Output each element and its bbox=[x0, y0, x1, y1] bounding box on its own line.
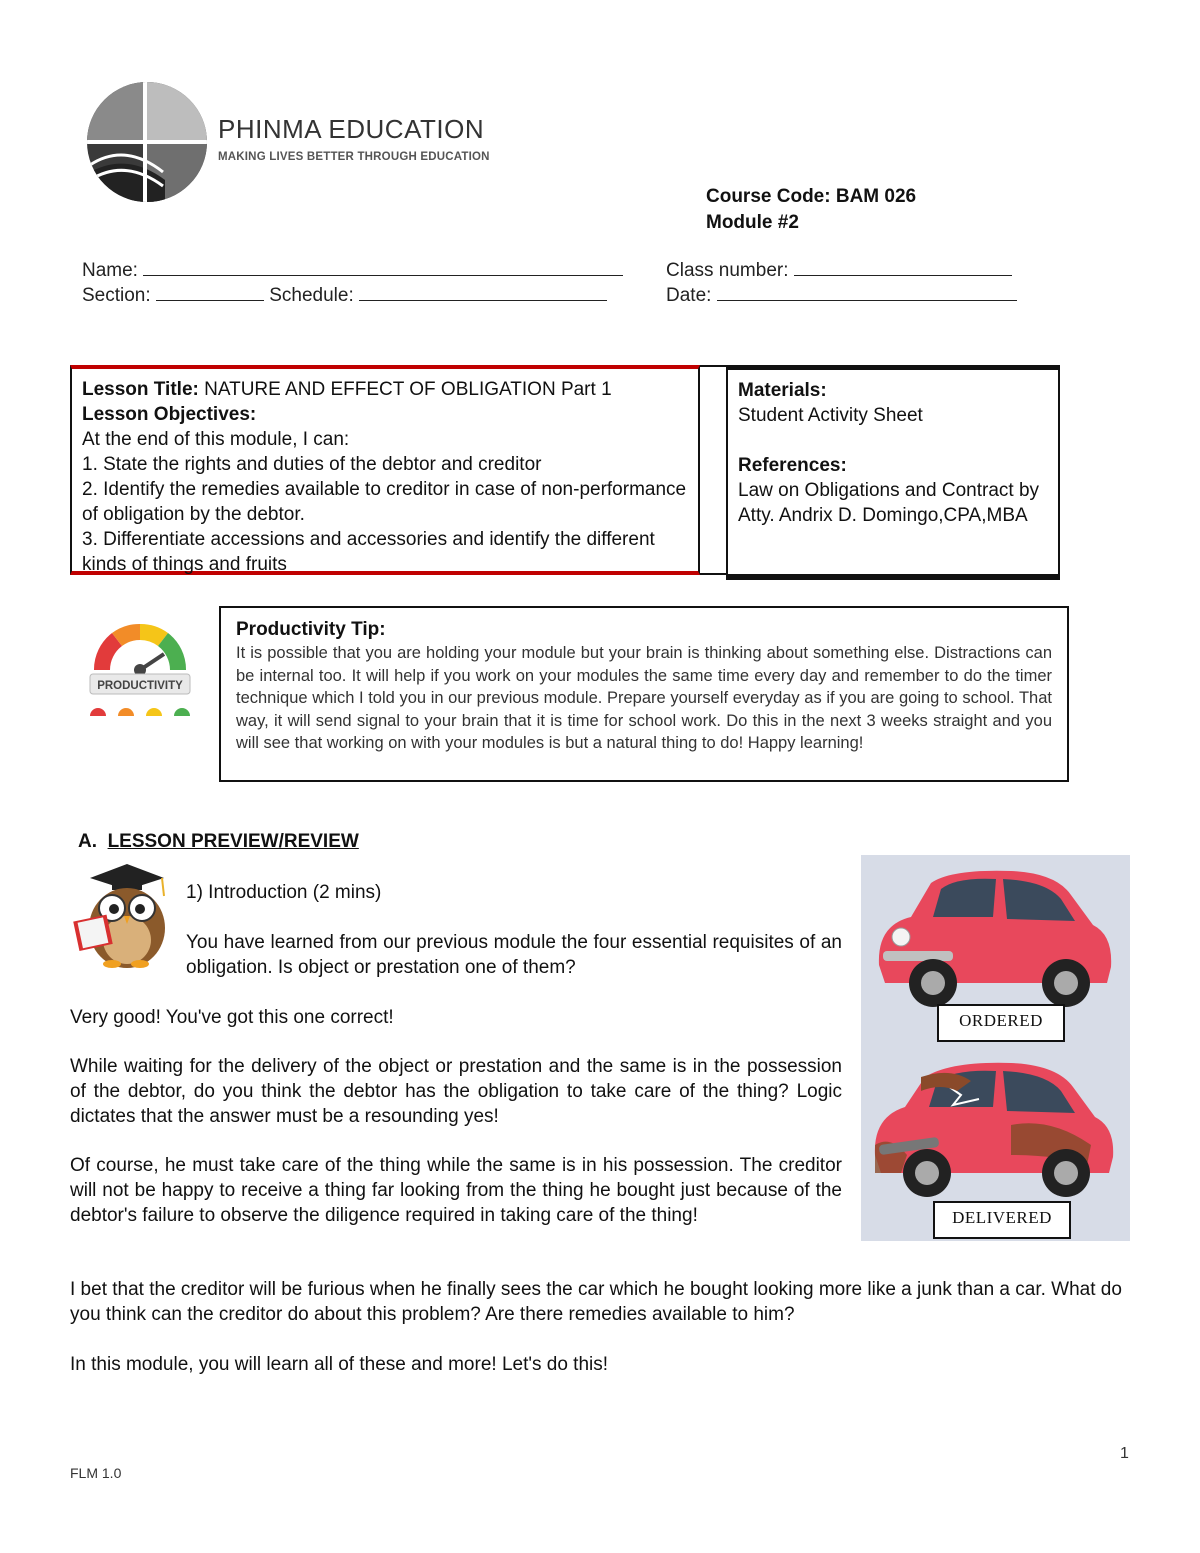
delivered-label: DELIVERED bbox=[933, 1201, 1071, 1239]
class-number-field[interactable] bbox=[666, 259, 1012, 282]
brand-tagline: MAKING LIVES BETTER THROUGH EDUCATION bbox=[218, 151, 490, 163]
schedule-label: Schedule: bbox=[269, 285, 354, 306]
paragraph-5: I bet that the creditor will be furious when he finally sees the car which he bought looking more like a junk than a car. What do you think can the creditor do about this problem? Are there remedies available to him? bbox=[70, 1279, 1122, 1325]
owl-graduate-icon bbox=[72, 860, 177, 970]
schedule-blank[interactable] bbox=[359, 284, 607, 301]
section-letter: A. bbox=[78, 831, 97, 852]
objective-item: 2. Identify the remedies available to creditor in case of non-performance of obligation by the debtor. bbox=[82, 479, 687, 525]
tip-body: It is possible that you are holding your module but your brain is thinking about something else. Distractions can be internal too. It will help if you work on your modules the same time every day and remember to do the timer technique which I told you in our previous module. Prepare yourself everyday as if you are going to school. That way, it will send signal to your brain that it is time for school work. Do this in the next 3 weeks straight and you will see that working on with your modules is but a natural thing to do! Happy learning! bbox=[236, 644, 1052, 752]
lesson-box bbox=[70, 365, 700, 575]
materials-box bbox=[726, 365, 1060, 580]
materials-value: Student Activity Sheet bbox=[738, 405, 923, 426]
tip-title: Productivity Tip: bbox=[236, 619, 386, 640]
section-field[interactable] bbox=[82, 284, 607, 307]
brand-name: PHINMA EDUCATION bbox=[218, 114, 485, 144]
paragraph-6: In this module, you will learn all of these and more! Let's do this! bbox=[70, 1354, 609, 1375]
name-blank[interactable] bbox=[143, 259, 623, 276]
name-field[interactable] bbox=[82, 259, 623, 282]
ordered-car-icon bbox=[879, 871, 1111, 1007]
name-label: Name: bbox=[82, 260, 138, 281]
class-number-blank[interactable] bbox=[794, 259, 1012, 276]
objectives-label: Lesson Objectives: bbox=[82, 404, 257, 425]
paragraph-4: Of course, he must take care of the thing while the same is in his possession. The creditor will not be happy to receive a thing far looking from the thing he bought just because of the debtor's failure to observe the diligence required in taking care of the thing! bbox=[70, 1155, 842, 1226]
phinma-emblem-icon bbox=[85, 80, 220, 205]
objectives-intro: At the end of this module, I can: bbox=[82, 429, 350, 450]
lesson-title-label: Lesson Title: bbox=[82, 379, 199, 400]
paragraph-3: While waiting for the delivery of the object or prestation and the same is in the possession of the debtor, do you think the debtor has the obligation to take care of the thing? Logic dictates that the answer must be a resounding yes! bbox=[70, 1056, 842, 1127]
ordered-label: ORDERED bbox=[937, 1004, 1065, 1042]
section-title: LESSON PREVIEW/REVIEW bbox=[107, 831, 359, 852]
car-comparison-panel bbox=[861, 855, 1130, 1241]
objective-item: 3. Differentiate accessions and accessories and identify the different kinds of things and fruits bbox=[82, 529, 655, 575]
section-label: Section: bbox=[82, 285, 151, 306]
course-info bbox=[706, 184, 916, 236]
box-divider bbox=[700, 365, 726, 575]
course-code: Course Code: BAM 026 bbox=[706, 186, 917, 207]
gauge-label: PRODUCTIVITY bbox=[97, 680, 183, 692]
lesson-title-value: NATURE AND EFFECT OF OBLIGATION Part 1 bbox=[198, 379, 612, 400]
paragraph-1: You have learned from our previous module the four essential requisites of an obligation. Is object or prestation one of them? bbox=[186, 932, 842, 978]
delivered-car-icon bbox=[875, 1063, 1113, 1197]
references-value: Law on Obligations and Contract by Atty. Andrix D. Domingo,CPA,MBA bbox=[738, 480, 1040, 526]
materials-label: Materials: bbox=[738, 380, 827, 401]
date-blank[interactable] bbox=[717, 284, 1017, 301]
date-label: Date: bbox=[666, 285, 712, 306]
section-heading bbox=[78, 831, 359, 853]
date-field[interactable] bbox=[666, 284, 1017, 307]
module-number: Module #2 bbox=[706, 212, 799, 233]
productivity-gauge bbox=[72, 608, 208, 728]
lesson-title bbox=[82, 377, 688, 402]
intro-heading: 1) Introduction (2 mins) bbox=[186, 882, 382, 903]
productivity-gauge-icon bbox=[72, 608, 208, 728]
class-number-label: Class number: bbox=[666, 260, 789, 281]
footer-version: FLM 1.0 bbox=[70, 1465, 122, 1481]
section-blank[interactable] bbox=[156, 284, 264, 301]
productivity-tip-box bbox=[219, 606, 1069, 782]
objective-item: 1. State the rights and duties of the debtor and creditor bbox=[82, 454, 542, 475]
page-number: 1 bbox=[1120, 1445, 1129, 1462]
owl-illustration bbox=[72, 860, 177, 970]
cars-illustration bbox=[861, 855, 1130, 1241]
references-label: References: bbox=[738, 455, 847, 476]
paragraph-2: Very good! You've got this one correct! bbox=[70, 1007, 394, 1028]
